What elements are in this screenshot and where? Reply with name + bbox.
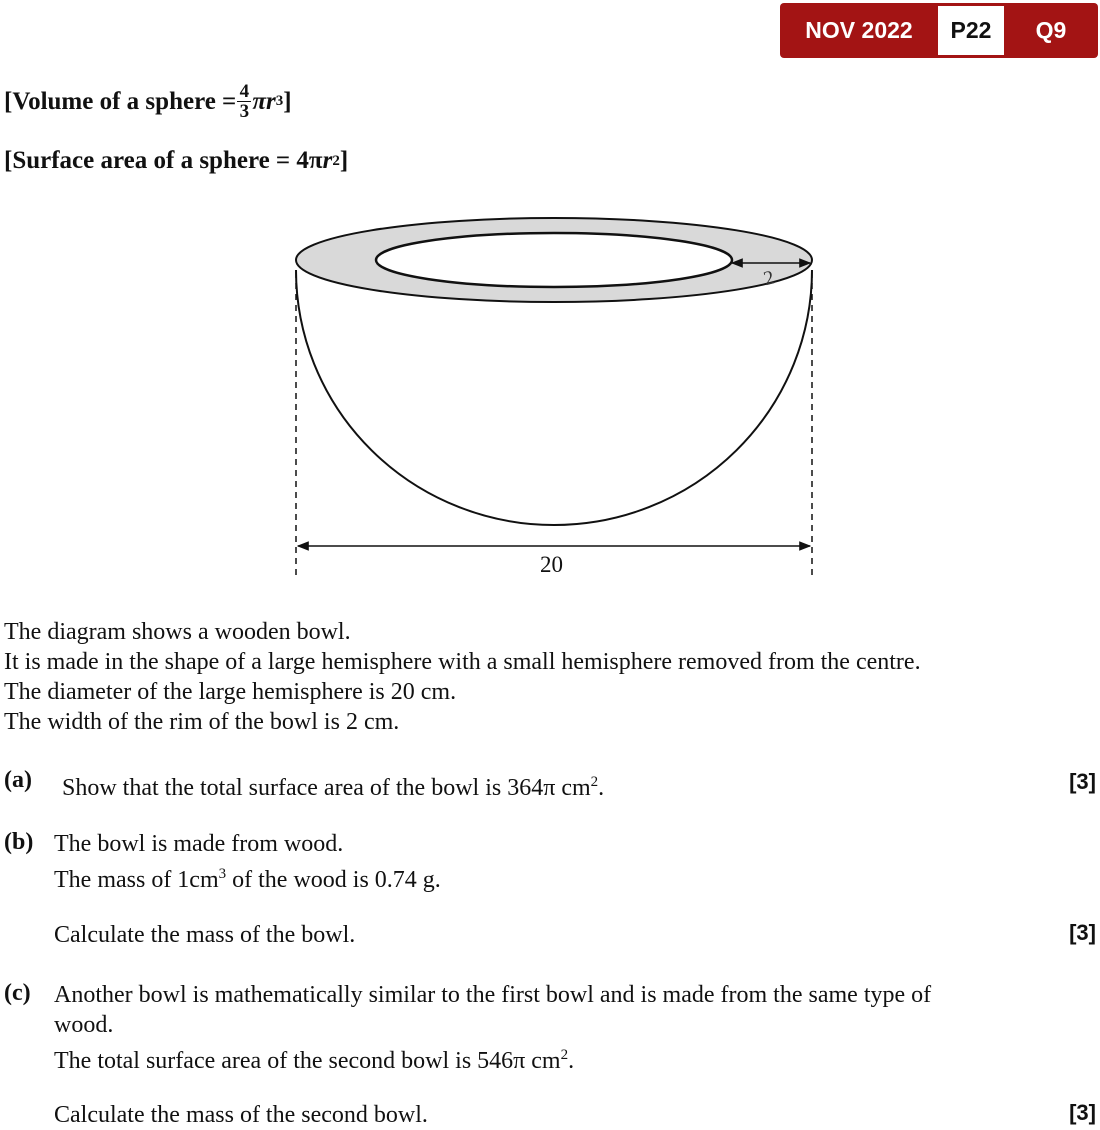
paper-label: P22 [938,6,1004,55]
bowl-opening [376,233,732,287]
fraction [237,82,251,121]
part-c-exponent: 2 [560,1047,569,1063]
volume-formula-term: πr [252,87,276,115]
volume-exponent: 3 [275,93,284,109]
part-b-text [54,829,441,895]
surface-area-formula [4,147,348,175]
intro-line: It is made in the shape of a large hemisphere with a small hemisphere removed from the centre. [4,649,921,675]
surface-exponent: 2 [332,152,340,169]
fraction-denominator: 3 [239,101,250,122]
surface-formula-var: r [322,147,333,174]
part-a-text [62,767,604,803]
intro-paragraph [4,617,921,737]
part-c-text [54,980,931,1076]
part-b-label: (b) [4,829,34,855]
bracket-close: ] [283,87,292,115]
part-a-label: (a) [4,767,32,793]
part-b-instruction: Calculate the mass of the bowl. [54,922,356,948]
bracket-close: ] [339,147,349,174]
part-a-end: . [598,775,605,801]
rim-width-label: 2 [761,266,777,291]
part-c-label: (c) [4,980,31,1006]
volume-formula [4,82,292,121]
volume-formula-label: [Volume of a sphere = [4,87,237,115]
part-b-marks: [3] [1069,920,1096,945]
fraction-numerator: 4 [239,81,250,102]
part-a-exponent: 2 [590,774,599,790]
question-number: Q9 [1035,17,1067,43]
part-c-line3-pre: The total surface area of the second bowl is 546π cm [54,1048,561,1074]
part-a-statement: Show that the total surface area of the bowl is 364π cm [62,775,591,801]
part-b-exponent: 3 [218,866,227,882]
surface-formula-label: [Surface area of a sphere = 4π [4,147,323,174]
bowl-diagram [280,210,840,590]
part-b-line2-post: of the wood is 0.74 g. [226,867,441,893]
part-c-line: wood. [54,1012,114,1038]
part-c-end: . [568,1048,575,1074]
bowl-body [296,270,812,525]
part-b-line: The bowl is made from wood. [54,831,344,857]
part-a-marks: [3] [1069,769,1096,794]
part-c-line [54,1040,931,1076]
part-c-instruction: Calculate the mass of the second bowl. [54,1102,428,1128]
intro-line: The width of the rim of the bowl is 2 cm. [4,709,400,735]
diameter-label: 20 [540,552,563,577]
intro-line: The diameter of the large hemisphere is 20 cm. [4,679,457,705]
session-label: NOV 2022 [805,17,913,43]
intro-line: The diagram shows a wooden bowl. [4,619,351,645]
question-badge [780,3,1098,58]
part-b-line [54,859,441,895]
part-c-line: Another bowl is mathematically similar to the first bowl and is made from the same type of [54,982,932,1008]
part-c-marks: [3] [1069,1100,1096,1125]
part-b-line2-pre: The mass of 1cm [54,867,219,893]
